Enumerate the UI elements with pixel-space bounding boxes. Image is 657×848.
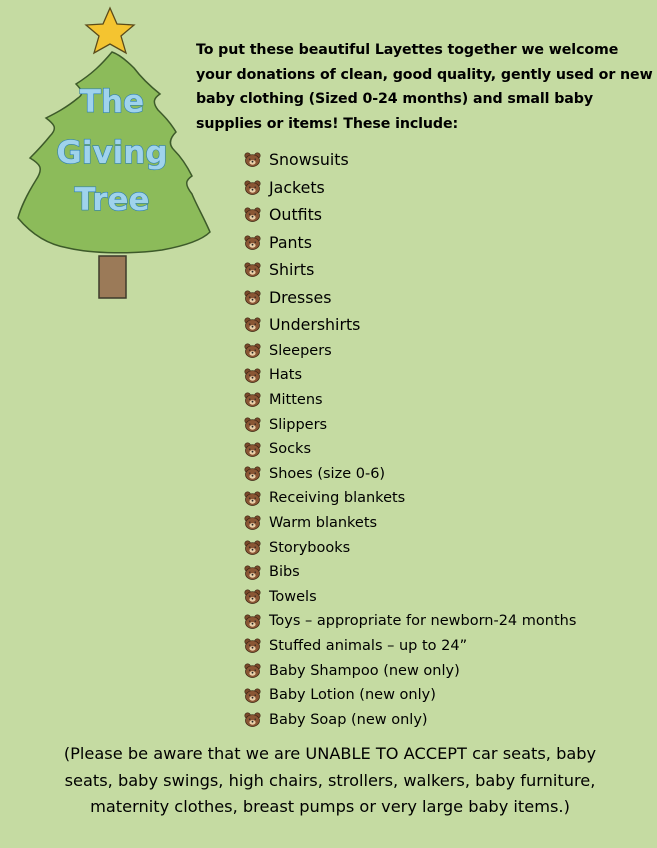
bear-face-icon [244,614,261,629]
list-item-label: Snowsuits [269,150,349,170]
list-item [244,388,644,413]
list-item-label: Baby Soap (new only) [269,711,428,728]
list-item [244,284,644,312]
note-line: maternity clothes, breast pumps or very large baby items.) [90,797,570,816]
list-item [244,609,644,634]
bear-face-icon [244,262,261,277]
list-item-label: Shirts [269,260,315,280]
tree-title-line2: Giving [56,135,168,171]
bear-face-icon [244,540,261,555]
list-item-label: Toys – appropriate for newborn-24 months [269,613,577,630]
list-item-label: Socks [269,441,311,458]
donation-items-list [244,146,644,732]
list-item-label: Baby Shampoo (new only) [269,662,460,679]
list-item [244,229,644,257]
intro-paragraph [196,38,653,136]
giving-tree-graphic [14,4,214,304]
bear-face-icon [244,515,261,530]
bear-face-icon [244,712,261,727]
bear-face-icon [244,442,261,457]
list-item-label: Towels [269,588,317,605]
star-icon [86,8,134,53]
intro-line: supplies or items! These include: [196,115,459,132]
list-item [244,560,644,585]
list-item [244,174,644,202]
list-item [244,707,644,732]
list-item [244,201,644,229]
list-item-label: Slippers [269,416,328,433]
list-item-label: Dresses [269,287,332,307]
bear-face-icon [244,466,261,481]
list-item [244,146,644,174]
bear-face-icon [244,638,261,653]
list-item-label: Shoes (size 0-6) [269,465,386,482]
bear-face-icon [244,368,261,383]
tree-title-line1: The [79,84,145,120]
intro-line: To put these beautiful Layettes together we welcome [196,42,619,58]
list-item [244,256,644,284]
list-item [244,363,644,388]
list-item [244,658,644,683]
bear-face-icon [244,688,261,703]
bear-face-icon [244,317,261,332]
list-item-label: Mittens [269,391,323,408]
bear-face-icon [244,343,261,358]
list-item [244,412,644,437]
intro-line: baby clothing (Sized 0-24 months) and small baby [196,91,593,107]
list-item [244,634,644,659]
list-item [244,311,644,339]
list-item [244,584,644,609]
not-accepted-note [30,741,630,821]
bear-face-icon [244,290,261,305]
list-item-label: Bibs [269,564,300,581]
tree-title-line3: Tree [74,182,150,218]
note-line: (Please be aware that we are UNABLE TO ACCEPT car seats, baby [63,744,597,763]
list-item-label: Undershirts [269,315,361,335]
bear-face-icon [244,235,261,250]
list-item-label: Warm blankets [269,514,378,531]
list-item [244,339,644,364]
list-item [244,535,644,560]
list-item-label: Baby Lotion (new only) [269,687,436,704]
list-item-label: Hats [269,367,303,384]
bear-face-icon [244,589,261,604]
bear-face-icon [244,152,261,167]
bear-face-icon [244,491,261,506]
bear-face-icon [244,663,261,678]
list-item [244,486,644,511]
christmas-tree-icon [14,4,214,304]
bear-face-icon [244,392,261,407]
list-item [244,683,644,708]
list-item-label: Sleepers [269,342,332,359]
bear-face-icon [244,565,261,580]
note-line: seats, baby swings, high chairs, strollers, walkers, baby furniture, [64,770,596,790]
list-item-label: Outfits [269,205,323,225]
list-item [244,461,644,486]
bear-face-icon [244,417,261,432]
list-item [244,437,644,462]
list-item-label: Pants [269,232,312,252]
list-item-label: Receiving blankets [269,490,406,507]
list-item-label: Storybooks [269,539,351,556]
intro-line: your donations of clean, good quality, gently used or new [196,66,653,83]
bear-face-icon [244,180,261,195]
bear-face-icon [244,207,261,222]
list-item-label: Stuffed animals – up to 24” [269,637,468,654]
list-item [244,511,644,536]
list-item-label: Jackets [269,177,325,197]
